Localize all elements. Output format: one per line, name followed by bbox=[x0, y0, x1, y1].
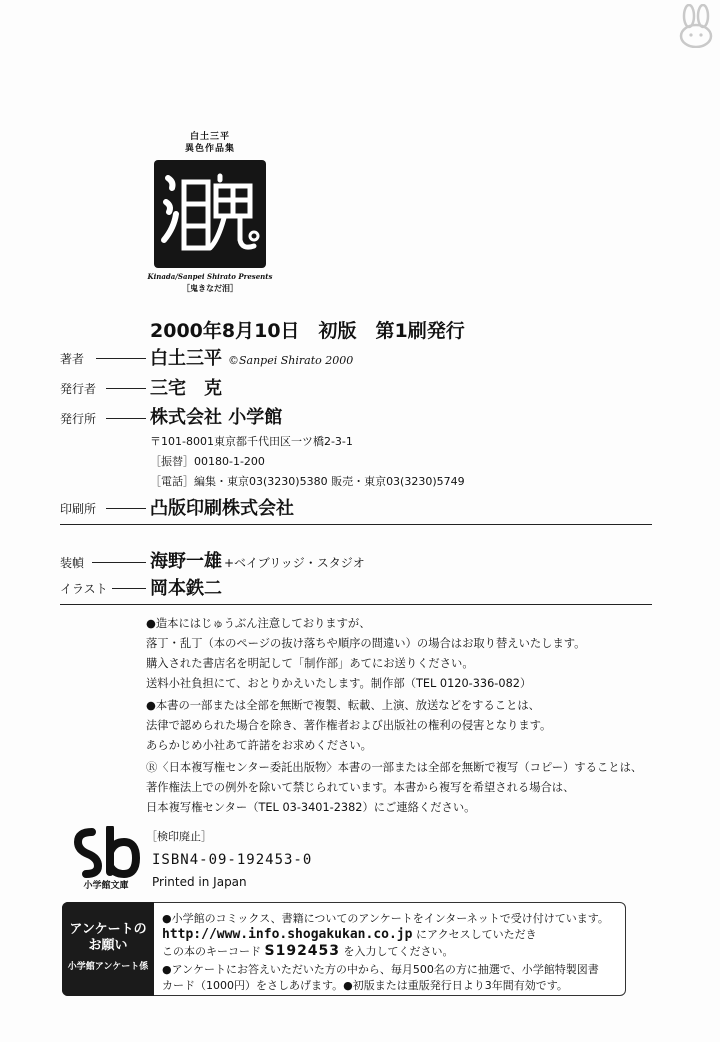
author-label: 著者 bbox=[60, 352, 85, 366]
note-line: 日本複写権センター（TEL 03-3401-2382）にご連絡ください。 bbox=[146, 801, 476, 814]
survey-line-4: ●アンケートにお答えいただいた方の中から、毎月500名の方に抽選で、小学館特製図書 bbox=[162, 963, 599, 976]
note-line: ●本書の一部または全部を無断で複製、転載、上演、放送などをすることは、 bbox=[146, 699, 540, 712]
survey-side-panel bbox=[62, 902, 154, 996]
divider-dash bbox=[106, 418, 146, 419]
seal-top-line2: 異色作品集 bbox=[184, 144, 235, 154]
seal-bracket-title: ［鬼きなだ泪］ bbox=[182, 284, 238, 293]
survey-line-2-text: にアクセスしていただき bbox=[412, 928, 537, 941]
survey-keycode-instruction: を入力してください。 bbox=[340, 945, 454, 958]
survey-keycode: S192453 bbox=[264, 943, 341, 959]
illust-label: イラスト bbox=[60, 582, 108, 596]
seal-presents: Kinada/Sanpei Shirato Presents bbox=[147, 272, 273, 281]
design-label: 装幀 bbox=[60, 556, 85, 570]
seal-omitted-note: ［検印廃止］ bbox=[146, 830, 212, 843]
title-seal-logo bbox=[154, 160, 266, 268]
note-line: 送料小社負担にて、おとりかえいたします。制作部（TEL 0120-336-082） bbox=[146, 677, 532, 690]
address-line: 〒101-8001東京都千代田区一ツ橋2-3-1 bbox=[150, 435, 353, 448]
printed-in: Printed in Japan bbox=[152, 875, 247, 889]
publisher-person-value: 三宅 克 bbox=[150, 378, 222, 399]
bunny-icon bbox=[676, 4, 716, 48]
printer-value: 凸版印刷株式会社 bbox=[150, 498, 294, 519]
section-rule bbox=[60, 524, 652, 525]
note-line: 落丁・乱丁（本のページの抜け落ちや順序の間違い）の場合はお取り替えいたします。 bbox=[146, 637, 586, 650]
survey-side-title-1: アンケートの bbox=[69, 922, 147, 937]
divider-dash bbox=[96, 358, 146, 359]
design-value bbox=[150, 547, 365, 573]
divider-dash bbox=[112, 588, 146, 589]
survey-line-5: カード（1000円）をさしあげます。●初版または重版発行日より3年間有効です。 bbox=[162, 979, 568, 992]
divider-dash bbox=[106, 388, 146, 389]
publication-date: 2000年8月10日 初版 第1刷発行 bbox=[150, 320, 465, 342]
publishing-house-value: 株式会社 小学館 bbox=[150, 407, 283, 428]
section-rule bbox=[60, 604, 652, 605]
survey-url-link[interactable]: http://www.info.shogakukan.co.jp bbox=[162, 927, 413, 942]
illust-value: 岡本鉄二 bbox=[150, 578, 222, 599]
publisher-person-label: 発行者 bbox=[60, 382, 97, 396]
survey-line-3 bbox=[162, 943, 454, 959]
isbn: ISBN4-09-192453-0 bbox=[152, 852, 313, 868]
note-line: 購入された書店名を明記して「制作部」あてにお送りください。 bbox=[146, 657, 474, 670]
divider-dash bbox=[106, 508, 146, 509]
author-value bbox=[150, 344, 353, 370]
note-line: ●造本にはじゅうぶん注意しておりますが、 bbox=[146, 617, 371, 630]
note-line: あらかじめ小社あて許諾をお求めください。 bbox=[146, 739, 372, 752]
survey-line-1: ●小学館のコミックス、書籍についてのアンケートをインターネットで受け付けています。 bbox=[162, 912, 609, 925]
design-studio: +ベイブリッジ・スタジオ bbox=[224, 556, 365, 570]
survey-side-sub: 小学館アンケート係 bbox=[67, 962, 149, 972]
divider-dash bbox=[92, 562, 146, 563]
note-line: 著作権法上での例外を除いて禁じられています。本書から複写を希望される場合は、 bbox=[146, 781, 575, 794]
transfer-account: ［振替］00180-1-200 bbox=[150, 455, 265, 468]
phone-line: ［電話］編集・東京03(3230)5380 販売・東京03(3230)5749 bbox=[150, 475, 465, 488]
copyright-note: ©Sanpei Shirato 2000 bbox=[228, 354, 354, 367]
shogakukan-bunko-logo-icon bbox=[72, 826, 140, 878]
seal-top-line1: 白土三平 bbox=[189, 132, 230, 142]
publisher-logo-caption: 小学館文庫 bbox=[83, 881, 129, 891]
publishing-house-label: 発行所 bbox=[60, 412, 97, 426]
survey-line-2 bbox=[162, 926, 537, 942]
note-line: 法律で認められた場合を除き、著作権者および出版社の権利の侵害となります。 bbox=[146, 719, 552, 732]
seal-calligraphy-icon bbox=[154, 160, 266, 268]
survey-side-title-2: お願い bbox=[88, 938, 128, 953]
survey-keycode-label: この本のキーコード bbox=[162, 945, 265, 958]
author-name: 白土三平 bbox=[150, 348, 222, 369]
printer-label: 印刷所 bbox=[60, 502, 97, 516]
note-line: Ⓡ〈日本複写権センター委託出版物〉本書の一部または全部を無断で複写（コピー）することは、 bbox=[146, 761, 643, 774]
designer-name: 海野一雄 bbox=[150, 551, 222, 572]
